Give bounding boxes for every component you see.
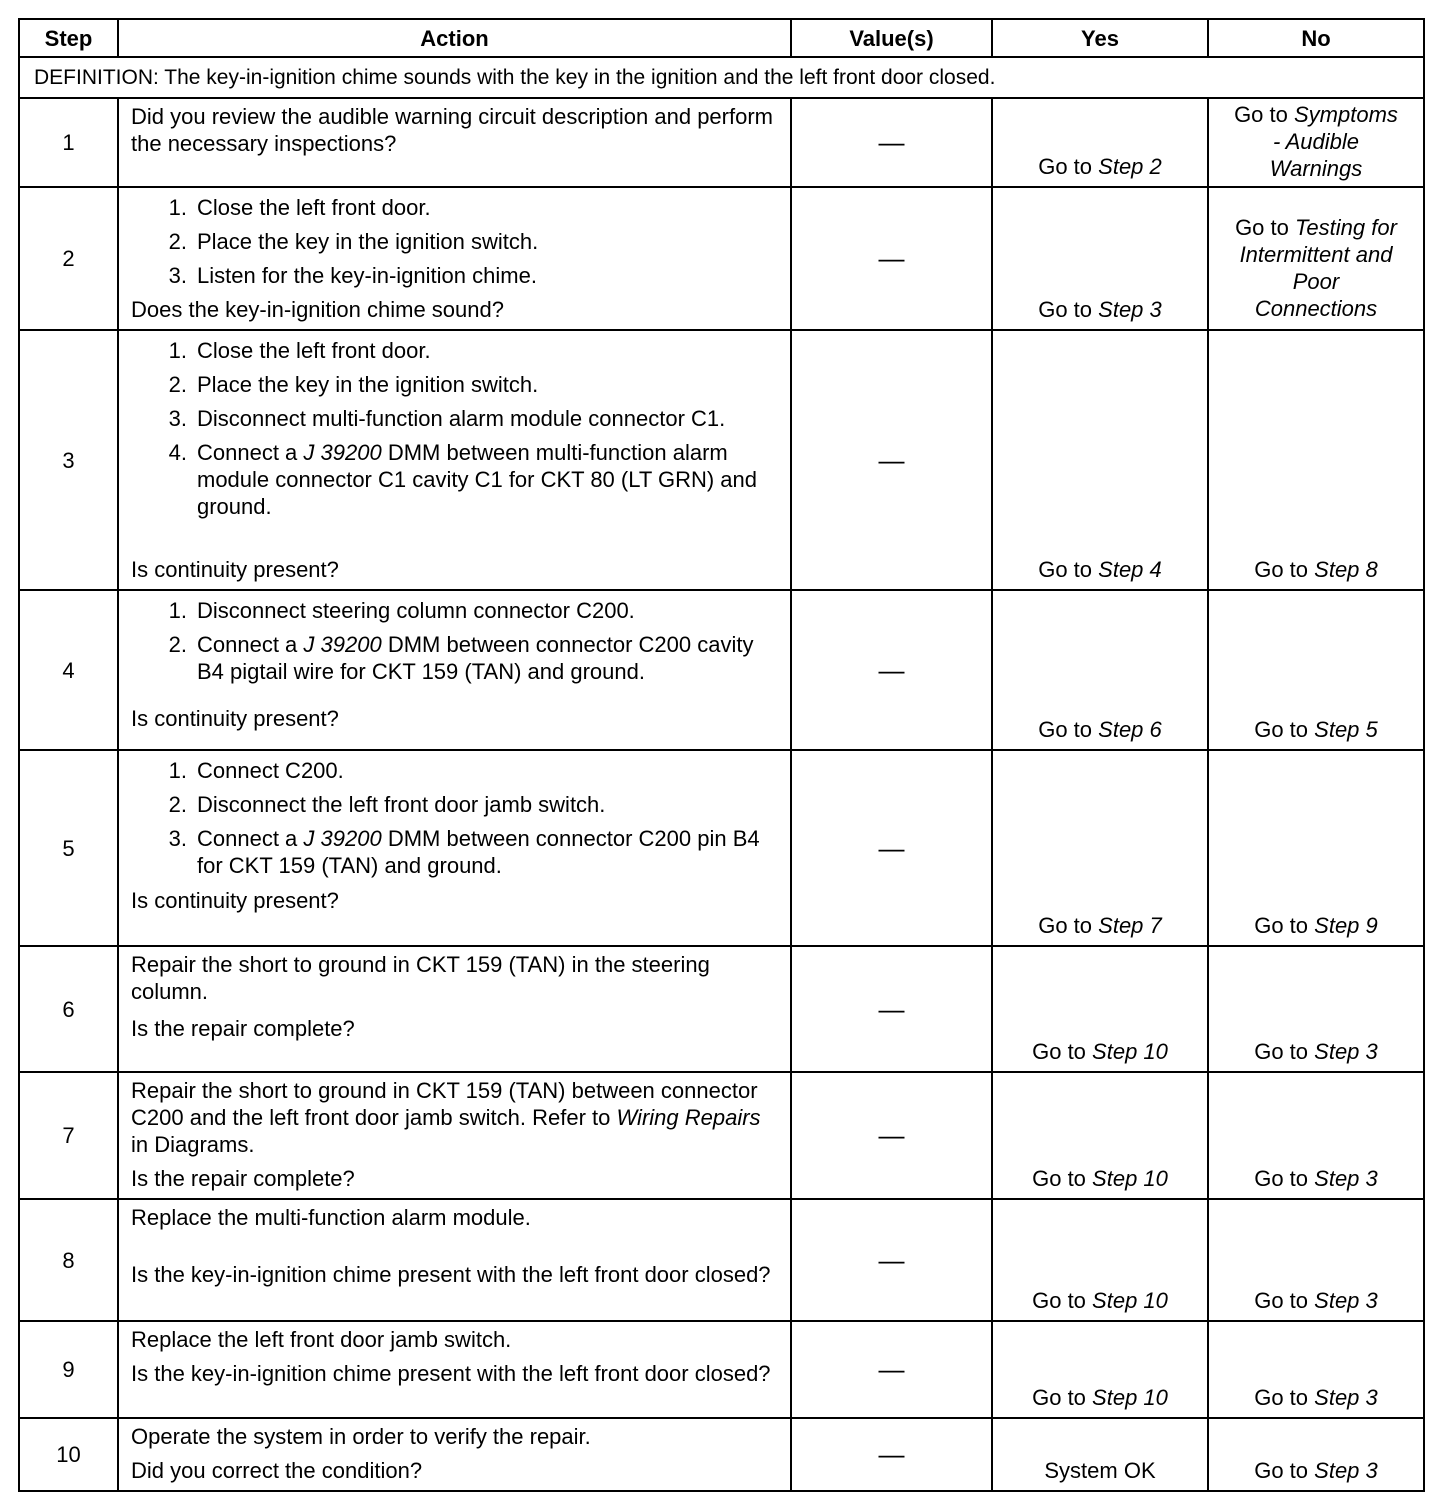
table-row <box>19 187 1424 330</box>
step-number: 2 <box>19 187 118 330</box>
action-cell <box>118 1321 791 1418</box>
value-cell: — <box>791 590 992 750</box>
yes-link[interactable]: Go to Step 10 <box>1032 1039 1168 1064</box>
action-list <box>131 597 780 685</box>
definition-row <box>19 57 1424 98</box>
value-cell: — <box>791 187 992 330</box>
definition-text: DEFINITION: The key-in-ignition chime sounds with the key in the ignition and the left front door closed. <box>19 57 1424 98</box>
list-item: 3. Disconnect multi-function alarm module connector C1. <box>168 406 726 431</box>
no-link[interactable]: Go to Step 8 <box>1254 557 1378 582</box>
list-item: 4. Connect a J 39200 DMM between multi-function alarm module connector C1 cavity C1 for CKT 80 (LT GRN) and ground. <box>168 440 758 519</box>
yes-cell <box>992 98 1208 187</box>
action-question: Is continuity present? <box>131 888 339 913</box>
yes-link[interactable]: Go to Step 6 <box>1038 717 1162 742</box>
yes-link[interactable]: Go to Step 3 <box>1038 297 1162 322</box>
yes-link[interactable]: Go to Step 10 <box>1032 1385 1168 1410</box>
value-cell: — <box>791 98 992 187</box>
yes-link[interactable]: Go to Step 10 <box>1032 1166 1168 1191</box>
step-number: 4 <box>19 590 118 750</box>
yes-cell <box>992 1199 1208 1321</box>
no-cell <box>1208 750 1424 946</box>
value-cell: — <box>791 1418 992 1491</box>
no-link[interactable]: Go to Testing for Intermittent and Poor Connections <box>1235 215 1397 321</box>
action-cell <box>118 187 791 330</box>
value-cell: — <box>791 946 992 1072</box>
list-item: 2. Connect a J 39200 DMM between connector C200 cavity B4 pigtail wire for CKT 159 (TAN) and ground. <box>168 632 754 684</box>
step-number: 9 <box>19 1321 118 1418</box>
no-link[interactable]: Go to Step 9 <box>1254 913 1378 938</box>
action-cell <box>118 98 791 187</box>
yes-cell <box>992 330 1208 590</box>
no-cell <box>1208 1418 1424 1491</box>
table-row <box>19 1072 1424 1199</box>
action-cell <box>118 1199 791 1321</box>
action-text: Replace the left front door jamb switch. <box>131 1327 512 1352</box>
action-question: Does the key-in-ignition chime sound? <box>131 297 504 322</box>
value-cell: — <box>791 750 992 946</box>
no-cell <box>1208 590 1424 750</box>
table-row <box>19 330 1424 590</box>
no-link[interactable]: Go to Step 3 <box>1254 1385 1378 1410</box>
no-link[interactable]: Go to Step 3 <box>1254 1166 1378 1191</box>
header-step: Step <box>19 19 118 57</box>
action-list <box>131 337 780 520</box>
yes-link[interactable]: Go to Step 10 <box>1032 1288 1168 1313</box>
action-cell <box>118 750 791 946</box>
yes-cell <box>992 187 1208 330</box>
action-question: Is the repair complete? <box>131 1016 355 1041</box>
action-text: Operate the system in order to verify the repair. <box>131 1424 591 1449</box>
header-values: Value(s) <box>791 19 992 57</box>
table-row <box>19 1199 1424 1321</box>
no-link[interactable]: Go to Step 3 <box>1254 1039 1378 1064</box>
value-cell: — <box>791 1321 992 1418</box>
step-number: 6 <box>19 946 118 1072</box>
list-item: 3. Listen for the key-in-ignition chime. <box>168 263 537 288</box>
table-row <box>19 946 1424 1072</box>
yes-cell <box>992 1072 1208 1199</box>
no-cell <box>1208 330 1424 590</box>
header-yes: Yes <box>992 19 1208 57</box>
action-list <box>131 194 780 289</box>
value-cell: — <box>791 1072 992 1199</box>
list-item: 3. Connect a J 39200 DMM between connector C200 pin B4 for CKT 159 (TAN) and ground. <box>168 826 760 878</box>
action-question: Is continuity present? <box>131 706 339 731</box>
step-number: 8 <box>19 1199 118 1321</box>
no-link[interactable]: Go to Step 3 <box>1254 1288 1378 1313</box>
table-row <box>19 98 1424 187</box>
yes-cell <box>992 1321 1208 1418</box>
value-cell: — <box>791 330 992 590</box>
yes-cell <box>992 946 1208 1072</box>
no-cell <box>1208 1072 1424 1199</box>
action-question: Is the key-in-ignition chime present with the left front door closed? <box>131 1262 771 1287</box>
list-item: 2. Place the key in the ignition switch. <box>168 229 539 254</box>
yes-cell <box>992 1418 1208 1491</box>
yes-link[interactable]: Go to Step 2 <box>1038 154 1162 179</box>
no-cell <box>1208 98 1424 187</box>
list-item: 2. Disconnect the left front door jamb switch. <box>168 792 606 817</box>
action-cell <box>118 330 791 590</box>
list-item: 2. Place the key in the ignition switch. <box>168 372 539 397</box>
yes-cell <box>992 750 1208 946</box>
step-number: 3 <box>19 330 118 590</box>
list-item: 1. Disconnect steering column connector C200. <box>168 598 635 623</box>
action-text: Repair the short to ground in CKT 159 (TAN) in the steering column. <box>131 952 710 1004</box>
no-cell <box>1208 946 1424 1072</box>
no-cell <box>1208 1321 1424 1418</box>
no-cell <box>1208 1199 1424 1321</box>
list-item: 1. Connect C200. <box>168 758 344 783</box>
header-no: No <box>1208 19 1424 57</box>
no-link[interactable]: Go to Step 5 <box>1254 717 1378 742</box>
no-cell <box>1208 187 1424 330</box>
diagnostic-table-page <box>18 18 1423 1492</box>
header-row <box>19 19 1424 57</box>
table-row <box>19 1418 1424 1491</box>
action-question: Is the repair complete? <box>131 1166 355 1191</box>
action-question: Is continuity present? <box>131 557 339 582</box>
list-item: 1. Close the left front door. <box>168 338 431 363</box>
action-question: Is the key-in-ignition chime present with the left front door closed? <box>131 1361 771 1386</box>
action-cell <box>118 1072 791 1199</box>
yes-link[interactable]: System OK <box>1044 1458 1156 1483</box>
table-row <box>19 750 1424 946</box>
action-text: Repair the short to ground in CKT 159 (TAN) between connector C200 and the left front door jamb switch. Refer to Wiring Repairs in Diagrams. <box>131 1078 761 1157</box>
step-number: 1 <box>19 98 118 187</box>
no-link[interactable]: Go to Step 3 <box>1254 1458 1378 1483</box>
table-row <box>19 590 1424 750</box>
no-link[interactable]: Go to Symptoms - Audible Warnings <box>1234 102 1398 181</box>
yes-cell <box>992 590 1208 750</box>
step-number: 7 <box>19 1072 118 1199</box>
list-item: 1. Close the left front door. <box>168 195 431 220</box>
step-number: 5 <box>19 750 118 946</box>
action-question: Did you correct the condition? <box>131 1458 423 1483</box>
header-action: Action <box>118 19 791 57</box>
yes-link[interactable]: Go to Step 7 <box>1038 913 1162 938</box>
action-cell <box>118 590 791 750</box>
yes-link[interactable]: Go to Step 4 <box>1038 557 1162 582</box>
table-row <box>19 1321 1424 1418</box>
action-text: Replace the multi-function alarm module. <box>131 1205 531 1230</box>
action-cell <box>118 946 791 1072</box>
action-cell <box>118 1418 791 1491</box>
value-cell: — <box>791 1199 992 1321</box>
action-list <box>131 757 780 879</box>
action-text: Did you review the audible warning circuit description and perform the necessary inspections? <box>131 104 773 156</box>
diagnostic-table <box>18 18 1425 1492</box>
step-number: 10 <box>19 1418 118 1491</box>
